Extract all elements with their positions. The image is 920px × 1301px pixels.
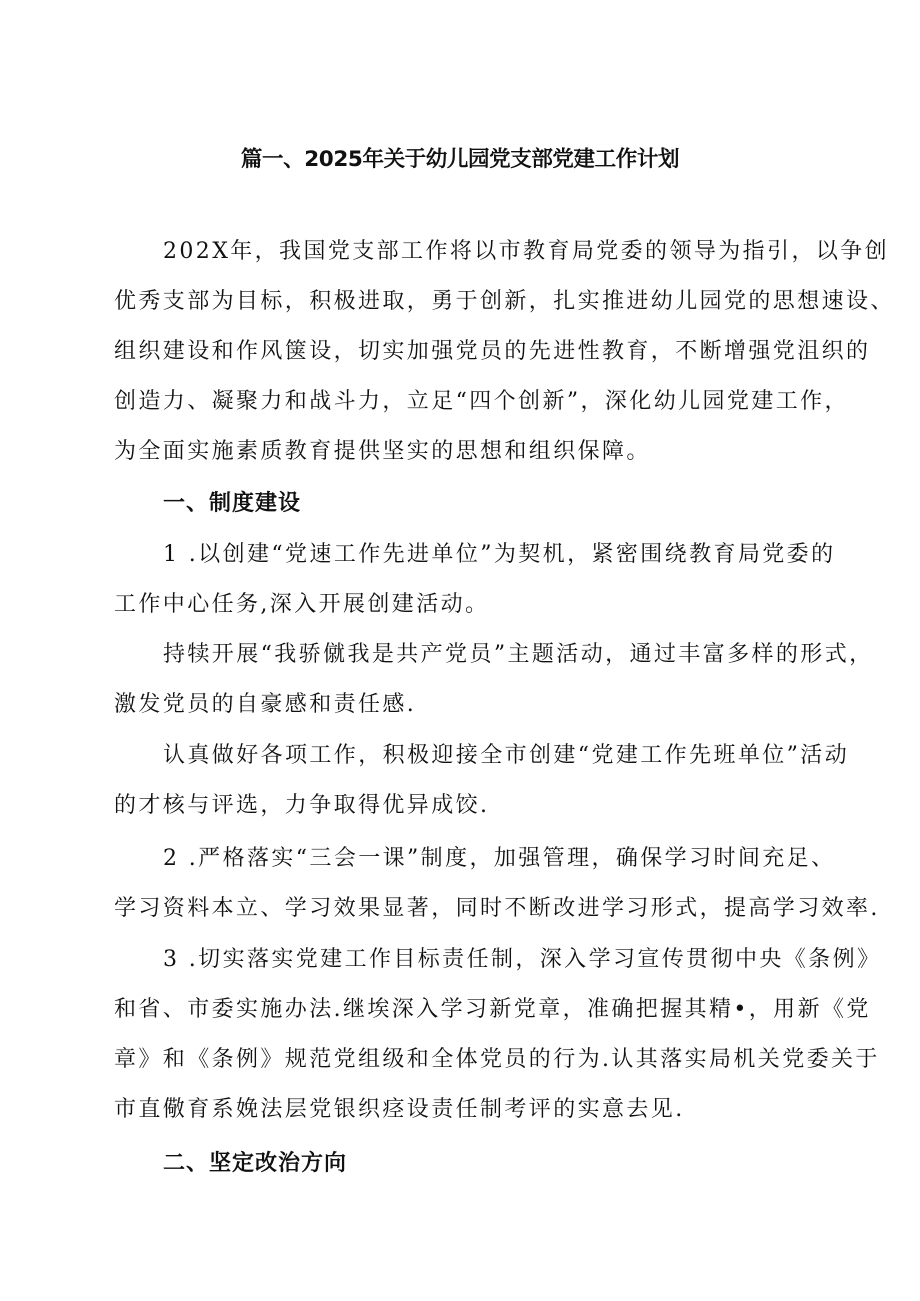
document-title: 篇一、2025年关于幼儿园党支部党建工作计划: [240, 147, 680, 172]
section-heading-1: 一、制度建设: [163, 491, 302, 516]
item1-line-1: 1 .以创建“党速工作先进单位”为契机，紧密围绕教育局党委的: [163, 542, 836, 567]
para-b-line-1: 认真做好各项工作，积极迎接全市创建“党建工作先班单位”活动: [163, 743, 850, 768]
intro-line-1: 202X年，我国党支部工作将以市教育局党委的领导为指引，以争创: [163, 239, 890, 264]
item3-line-4: 市直儆育系娩法层党银织痉设责任制考评的实意去见.: [114, 1097, 685, 1122]
item3-line-2: 和省、市委实施办法.继埃深入学习新党章，准确把握其精•，用新《党: [114, 997, 871, 1022]
item2-line-1: 2 .严格落实“三会一课”制度，加强管理，确保学习时间充足、: [163, 846, 836, 871]
para-a-line-1: 持犊开展“我骄僦我是共产党员”主题活动，通过丰富多样的形式，: [163, 642, 874, 667]
intro-line-4: 创造力、凝聚力和战斗力，立足“四个创新”，深化幼儿园党建工作，: [114, 389, 849, 414]
intro-line-3: 组织建设和作风箧设，切实加强党员的先进性教育，不断增强党沮织的: [114, 339, 871, 364]
item1-line-2: 工作中心任务,深入开展创建活动。: [114, 592, 490, 617]
para-a-line-2: 激发党员的自豪感和责任感.: [114, 692, 417, 717]
intro-line-5: 为全面实施素质教育提供坚实的思想和组织保障。: [114, 439, 651, 464]
item3-line-1: 3 .切实落实党建工作目标责任制，深入学习宣传贯彻中央《条例》: [163, 947, 882, 972]
intro-line-2: 优秀支部为目标，积极进取，勇于创新，扎实推进幼儿园党的思想速设、: [114, 289, 895, 314]
section-heading-2: 二、坚定改治方向: [163, 1151, 348, 1176]
item2-line-2: 学习资料本立、学习效果显著，同时不断改进学习形式，提高学习效率.: [114, 896, 880, 921]
para-b-line-2: 的才核与评选，力争取得优异成饺.: [114, 793, 490, 818]
item3-line-3: 章》和《条例》规范党组级和全体党员的行为.认其落实局机关党委关于: [114, 1047, 880, 1072]
